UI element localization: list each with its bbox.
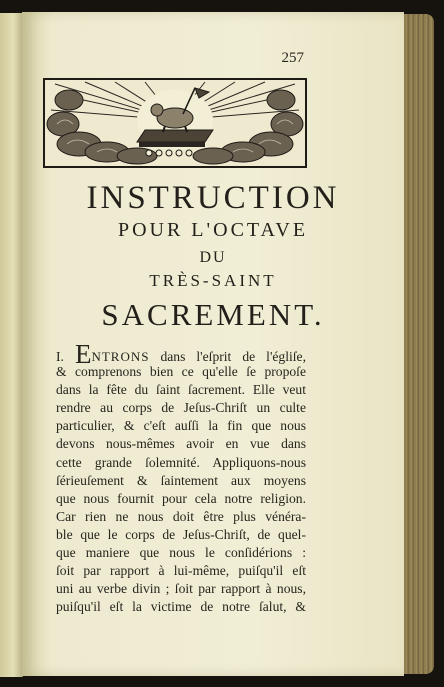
title-line-3: DU	[199, 249, 227, 266]
title-line-5: SACREMENT.	[101, 297, 325, 332]
body-text	[56, 339, 306, 616]
title-line-1: INSTRUCTION	[86, 180, 340, 216]
body-line-first	[56, 339, 306, 369]
body-line: que nous fournit pour cela notre religion.	[56, 490, 306, 506]
body-line: ſérieuſement & ſaintement aux moyens	[56, 472, 306, 488]
body-line: particulier, & c'eſt auſſi la fin que nous	[56, 418, 306, 434]
first-line-text: dans l'eſprit de l'égliſe,	[149, 349, 306, 364]
body-line: & comprenons bien ce qu'elle ſe propoſe	[56, 364, 306, 380]
body-line: ſoit par rapport à lui-même, puiſqu'il eſt	[56, 563, 306, 579]
page-number: 257	[281, 50, 304, 66]
lamb-on-altar-engraving-icon	[45, 80, 305, 166]
body-line: uni au verbe divin ; ſoit par rapport à nous,	[56, 581, 306, 597]
page-stack-edge	[400, 14, 434, 674]
body-line: ble que le corps de Jeſus-Chriſt, de quel-	[56, 526, 306, 542]
title-line-4: TRÈS-SAINT	[149, 271, 277, 290]
engraved-vignette	[43, 78, 307, 168]
body-line: rendre au corps de Jeſus-Chriſt un culte	[56, 400, 306, 416]
title-line-2: POUR L'OCTAVE	[117, 219, 309, 241]
small-caps-word: NTRONS	[91, 349, 150, 364]
body-line: puiſqu'il eſt la victime de notre ſalut, &	[56, 599, 306, 615]
drop-letter: E	[74, 339, 92, 369]
paragraph-number: I.	[56, 349, 64, 364]
facing-page-edge	[0, 13, 23, 677]
body-line: Car rien ne nous doit être plus vénéra-	[56, 508, 306, 524]
body-line: devons nous-mêmes avoir en vue dans	[56, 436, 306, 452]
body-line: cette grande ſolemnité. Appliquons-nous	[56, 454, 306, 470]
body-line: que maniere que nous le conſidérions :	[56, 545, 306, 561]
body-line: dans la fête du ſaint ſacrement. Elle veut	[56, 382, 306, 398]
